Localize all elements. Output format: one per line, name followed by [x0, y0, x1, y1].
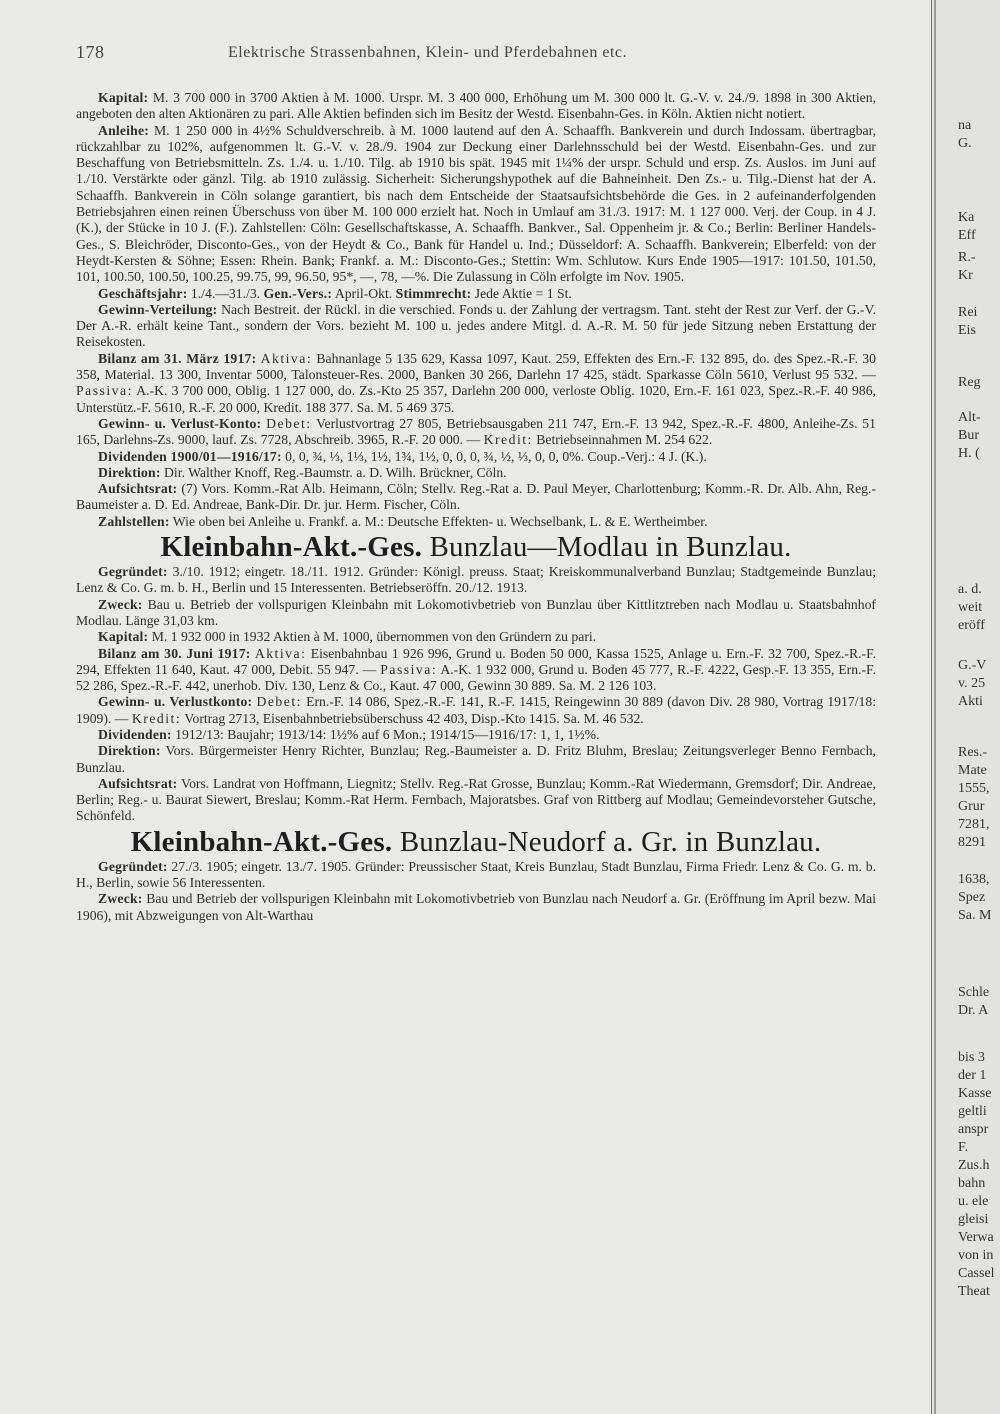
adjacent-page-fragment: Grur	[958, 799, 985, 814]
text-column	[76, 90, 876, 924]
adjacent-page-fragment: eröff	[958, 618, 985, 633]
entry-gewinn-verteilung: Gewinn-Verteilung: Nach Bestreit. der Rückl. in die verschied. Fonds u. der Zahlung der vertragsm. Tant. steht der Rest zur Verf. der G.-V. Der A.-R. erhält keine Tant., sondern der Vors. bezieht M. 100 u. jedes andere Mitgl. d. A.-R. M. 50 für jede Sitzung neben Erstattung der Reisekosten.	[76, 301, 876, 350]
adjacent-page-fragment: 8291	[958, 835, 986, 850]
entry-gewinn-verlust: Gewinn- u. Verlustkonto: Debet: Ern.-F. 14 086, Spez.-R.-F. 141, R.-F. 1415, Reingewinn 30 889 (davon Div. 28 980, Vortrag 1917/18: 1909). — Kredit: Vortrag 2713, Eisenbahnbetriebsüberschuss 42 403, Disp.-Kto 1415. Sa. M. 46 532.	[76, 694, 876, 726]
adjacent-page-fragment: Kr	[958, 268, 973, 283]
entry-bilanz: Bilanz am 30. Juni 1917: Aktiva: Eisenbahnbau 1 926 996, Grund u. Boden 50 000, Kassa 1525, Anlage u. Ern.-F. 32 700, Spez.-R.-F. 294, Effekten 11 640, Kaut. 47 000, Debit. 55 947. — Passiva: A.-K. 1 932 000, Grund u. Boden 45 777, R.-F. 4222, Gesp.-F. 13 355, Ern.-F. 52 286, Spez.-R.-F. 442, unerhob. Div. 130, Lenz & Co., Kaut. 47 000, Gewinn 30 889. Sa. M. 2 126 103.	[76, 645, 877, 694]
adjacent-page-fragment: der 1	[958, 1068, 987, 1083]
adjacent-page-fragment: 1638,	[958, 872, 990, 887]
entry-gewinn-verlust: Gewinn- u. Verlust-Konto: Debet: Verlustvortrag 27 805, Betriebsausgaben 211 747, Ern.-F. 13 942, Spez.-R.-F. 4800, Anleihe-Zs. 51 165, Darlehns-Zs. 9000, lauf. Zs. 7728, Abschreib. 3965, R.-F. 20 000. — Kredit: Betriebseinnahmen M. 254 622.	[76, 415, 876, 448]
adjacent-page-fragment: Eff	[958, 228, 976, 243]
adjacent-page-fragment: Ka	[958, 210, 975, 225]
adjacent-page-fragment: Bur	[958, 428, 979, 443]
adjacent-page-fragment: Kasse	[958, 1086, 992, 1101]
page-header	[76, 38, 876, 68]
entry-kapital: Kapital: M. 1 932 000 in 1932 Aktien à M. 1000, übernommen von den Gründern zu pari.	[98, 629, 597, 645]
adjacent-page-fragment: Rei	[958, 305, 978, 320]
adjacent-page-fragment: Mate	[958, 763, 987, 778]
adjacent-page-fragment: Eis	[958, 323, 976, 338]
adjacent-page-fragment: Dr. A	[958, 1003, 989, 1018]
adjacent-page-fragment: 1555,	[958, 781, 990, 796]
entry-gegruendet: Gegründet: 27./3. 1905; eingetr. 13./7. 1905. Gründer: Preussischer Staat, Kreis Bunzlau, Stadt Bunzlau, Firma Friedr. Lenz & Co. G. m. b. H., Berlin, sowie 56 Interessenten.	[76, 858, 876, 891]
company-title-bunzlau-modlau: Kleinbahn-Akt.-Ges. Bunzlau—Modlau in Bunzlau.	[160, 531, 792, 564]
adjacent-page-fragment: gleisi	[958, 1212, 989, 1227]
adjacent-page-fragment: Verwa	[958, 1230, 994, 1245]
adjacent-page-fragment: F.	[958, 1140, 969, 1155]
adjacent-page-fragment: Res.-	[958, 745, 988, 760]
adjacent-page-fragment: Zus.h	[958, 1158, 990, 1173]
adjacent-page-fragment: Akti	[958, 694, 983, 709]
entry-zweck: Zweck: Bau u. Betrieb der vollspurigen Kleinbahn mit Lokomotivbetrieb von Bunzlau über Kittlitztreben nach Modlau u. Staatsbahnhof Modlau. Länge 31,03 km.	[76, 596, 876, 628]
running-title: Elektrische Strassenbahnen, Klein- und Pferdebahnen etc.	[228, 44, 627, 61]
entry-direktion: Direktion: Vors. Bürgermeister Henry Richter, Bunzlau; Reg.-Baumeister a. D. Fritz Bluhm, Breslau; Zeitungsverleger Benno Fernbach, Bunzlau.	[76, 743, 876, 775]
adjacent-page-fragment: weit	[958, 600, 983, 615]
adjacent-page-fragment: Schle	[958, 985, 990, 1000]
adjacent-page-fragment: v. 25	[958, 676, 986, 691]
entry-bilanz: Bilanz am 31. März 1917: Aktiva: Bahnanlage 5 135 629, Kassa 1097, Kaut. 259, Effekten des Ern.-F. 132 895, do. des Spez.-R.-F. 30 358, Material. 13 300, Inventar 5000, Talonsteuer-Res. 2000, Banken 30 266, Darlehn 17 425, städt. Sparkasse Cöln 5610, Verlust 95 532. — Passiva: A.-K. 3 700 000, Oblig. 1 127 000, do. Zs.-Kto 25 357, Darlehn 200 000, verloste Oblig. 1020, Ern.-F. 161 023, Spez.-R.-F. 40 986, Unterstütz.-F. 5610, R.-F. 20 000, Kredit. 188 377. Sa. M. 5 469 375.	[76, 350, 876, 415]
adjacent-page-fragment: Spez	[958, 890, 986, 905]
entry-geschaeftsjahr: Geschäftsjahr: 1./4.—31./3. Gen.-Vers.: April-Okt. Stimmrecht: Jede Aktie = 1 St.	[98, 285, 572, 301]
entry-kapital: Kapital: M. 3 700 000 in 3700 Aktien à M. 1000. Urspr. M. 3 400 000, Erhöhung um M. 300 000 lt. G.-V. v. 24./9. 1898 in 300 Aktien, angeboten den alten Aktionären zu pari. Alle Aktien befinden sich im Besitz der Westd. Eisenbahn-Ges. in Köln. Aktien nicht notiert.	[76, 90, 877, 122]
adjacent-page-fragment: u. ele	[958, 1194, 989, 1209]
adjacent-page-fragment: anspr	[958, 1122, 989, 1137]
adjacent-page-fragment: Alt-	[958, 410, 981, 425]
adjacent-page-fragment: Sa. M	[958, 908, 992, 923]
entry-zahlstellen: Zahlstellen: Wie oben bei Anleihe u. Frankf. a. M.: Deutsche Effekten- u. Wechselbank, L. & E. Wertheimber.	[98, 513, 708, 529]
adjacent-page-fragment: H. (	[958, 446, 980, 461]
entry-aufsichtsrat: Aufsichtsrat: (7) Vors. Komm.-Rat Alb. Heimann, Cöln; Stellv. Reg.-Rat a. D. Paul Meyer, Charlottenburg; Komm.-R. Dr. Alb. Ahn, Reg.-Baumeister a. D. Ed. Andreae, Bank-Dir. Dr. jur. Herm. Fischer, Cöln.	[76, 481, 876, 513]
entry-dividenden: Dividenden: 1912/13: Baujahr; 1913/14: 1½% auf 6 Mon.; 1914/15—1916/17: 1, 1, 1½%.	[98, 726, 600, 742]
gutter-line	[931, 0, 932, 1414]
entry-dividenden: Dividenden 1900/01—1916/17: 0, 0, ¾, ⅓, 1⅓, 1½, 1¾, 1½, 0, 0, 0, ¾, ½, ⅓, 0, 0, 0%. Coup.-Verj.: 4 J. (K.).	[98, 448, 707, 464]
adjacent-page-fragment: Reg	[958, 375, 981, 390]
entry-direktion: Direktion: Dir. Walther Knoff, Reg.-Baumstr. a. D. Wilh. Brückner, Cöln.	[98, 464, 507, 480]
adjacent-page-fragment: na	[958, 118, 972, 133]
entry-zweck: Zweck: Bau und Betrieb der vollspurigen Kleinbahn mit Lokomotivbetrieb von Bunzlau nach Neudorf a. Gr. (Eröffnung im April bezw. Mai 1906), mit Abzweigungen von Alt-Warthau	[76, 891, 876, 923]
adjacent-page-fragment: bahn	[958, 1176, 986, 1191]
page-number: 178	[76, 42, 105, 62]
adjacent-page-fragment: 7281,	[958, 817, 990, 832]
entry-anleihe: Anleihe: M. 1 250 000 in 4½% Schuldverschreib. à M. 1000 lautend auf den A. Schaaffh. Bankverein und durch Indossam. übertragbar, rückzahlbar zu 102%, aufgenommen lt. G.-V. v. 28./9. 1904 zur Deckung einer Darlehnsschuld bei der Westd. Eisenbahn-Ges. und zur Beschaffung von Betriebsmitteln. Zs. 1./4. u. 1./10. Tilg. ab 1910 bis spät. 1945 mit 1¼% der urspr. Schuld und ersp. Zs. Auslos. im Juni auf 1./10. Verstärkte oder gänzl. Tilg. ab 1910 zulässig. Sicherheit: Sicherungshypothek auf die Bahneinheit. Den Zs.- u. Tilg.-Dienst hat der A. Schaaffh. Bankverein in Cöln solange garantiert, bis nach dem Entscheide der Staatsaufsichtsbehörde die Ges. in 2 aufeinanderfolgenden Betriebsjahren einen reinen Überschuss von über M. 100 000 erzielt hat. Noch in Umlauf am 31./3. 1917: M. 1 127 000. Verj. der Coup. in 4 J. (K.), der Stücke in 10 J. (F.). Zahlstellen: Cöln: Gesellschaftskasse, A. Schaaffh. Bankver., Sal. Oppenheim jr. & Co.; Berlin: Berliner Handels-Ges., S. Bleichröder, Disconto-Ges., von der Heydt & Co., Bank für Handel u. Ind.; Düsseldorf: A. Schaaffh. Bankverein; Elberfeld: von der Heydt-Kersten & Söhne; Essen: Rhein. Bank; Frankf. a. M.: Disconto-Ges.; Stettin: Wm. Schlutow. Kurs Ende 1905—1917: 101.50, 101.50, 101, 100.50, 100.50, 100.25, 99.75, 99, 96.50, 95*, —, 78, —%. Die Zulassung in Cöln erfolgte im Nov. 1905.	[76, 122, 876, 285]
company-title-bunzlau-neudorf: Kleinbahn-Akt.-Ges. Bunzlau-Neudorf a. Gr. in Bunzlau.	[130, 825, 822, 858]
adjacent-page-fragment: a. d.	[958, 582, 982, 597]
adjacent-page-fragment: G.	[958, 136, 972, 151]
adjacent-page-fragment: geltli	[958, 1104, 987, 1119]
adjacent-page-fragment: Cassel	[958, 1266, 995, 1281]
adjacent-page-fragment: von in	[958, 1248, 994, 1263]
adjacent-page-fragment: Theat	[958, 1284, 990, 1299]
adjacent-page-strip	[934, 0, 1000, 1414]
entry-gegruendet: Gegründet: 3./10. 1912; eingetr. 18./11. 1912. Gründer: Königl. preuss. Staat; Kreiskommunalverband Bunzlau; Stadtgemeinde Bunzlau; Lenz & Co. G. m. b. H., Berlin und 15 Interessenten. Betriebseröffn. 20./12. 1913.	[76, 564, 876, 596]
adjacent-page-fragment: G.-V	[958, 658, 987, 673]
adjacent-page-fragment: bis 3	[958, 1050, 985, 1065]
adjacent-page-fragment: R.-	[958, 250, 976, 265]
entry-aufsichtsrat: Aufsichtsrat: Vors. Landrat von Hoffmann, Liegnitz; Stellv. Reg.-Rat Grosse, Bunzlau; Komm.-Rat Wiedermann, Gremsdorf; Dir. Andreae, Berlin; Reg.- u. Baurat Siewert, Breslau; Komm.-Rat Herm. Fernbach, Majoratsbes. Graf von Rittberg auf Modlau; Gemeindevorsteher Gutsche, Schönfeld.	[76, 775, 876, 824]
